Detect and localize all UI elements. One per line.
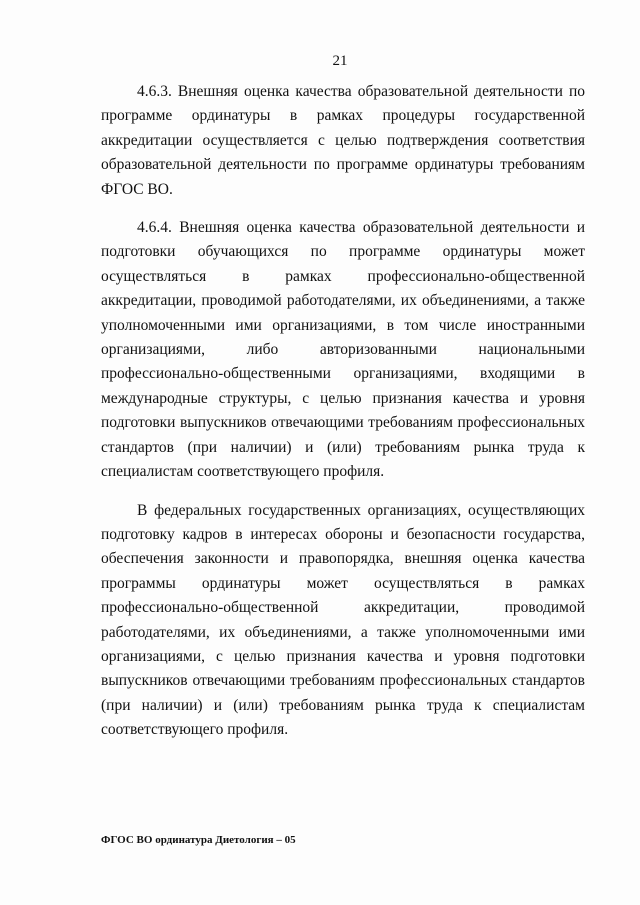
- paragraph-federal-organizations: В федеральных государственных организациях, осуществляющих подготовку кадров в интересах обороны и безопасности государства, обеспечения законности и правопорядка, внешняя оценка качества программы ординатуры может осуществляться в рамках профессионально-общественной аккредитации, проводимой работодателями, их объединениями, а также уполномоченными ими организациями, с целью признания качества и уровня подготовки выпускников отвечающими требованиям профессиональных стандартов (при наличии) и (или) требованиям рынка труда к специалистам соответствующего профиля.: [101, 501, 585, 739]
- page-body: [101, 80, 585, 757]
- page-number: 21: [332, 53, 348, 69]
- paragraph-4-6-3: 4.6.3. Внешняя оценка качества образовательной деятельности по программе ординатуры в рамках процедуры государственной аккредитации осуществляется с целью подтверждения соответствия образовательной деятельности по программе ординатуры требованиям ФГОС ВО.: [101, 83, 585, 198]
- page-footer: ФГОС ВО ординатура Диетология – 05: [101, 834, 296, 846]
- paragraph-4-6-4: 4.6.4. Внешняя оценка качества образовательной деятельности и подготовки обучающихся по программе ординатуры может осуществляться в рамках профессионально-общественной аккредитации, проводимой работодателями, их объединениями, а также уполномоченными ими организациями, в том числе иностранными организациями, либо авторизованными национальными профессионально-общественными организациями, входящими в международные структуры, с целью признания качества и уровня подготовки выпускников отвечающими требованиям профессиональных стандартов (при наличии) и (или) требованиям рынка труда к специалистам соответствующего профиля.: [101, 219, 585, 481]
